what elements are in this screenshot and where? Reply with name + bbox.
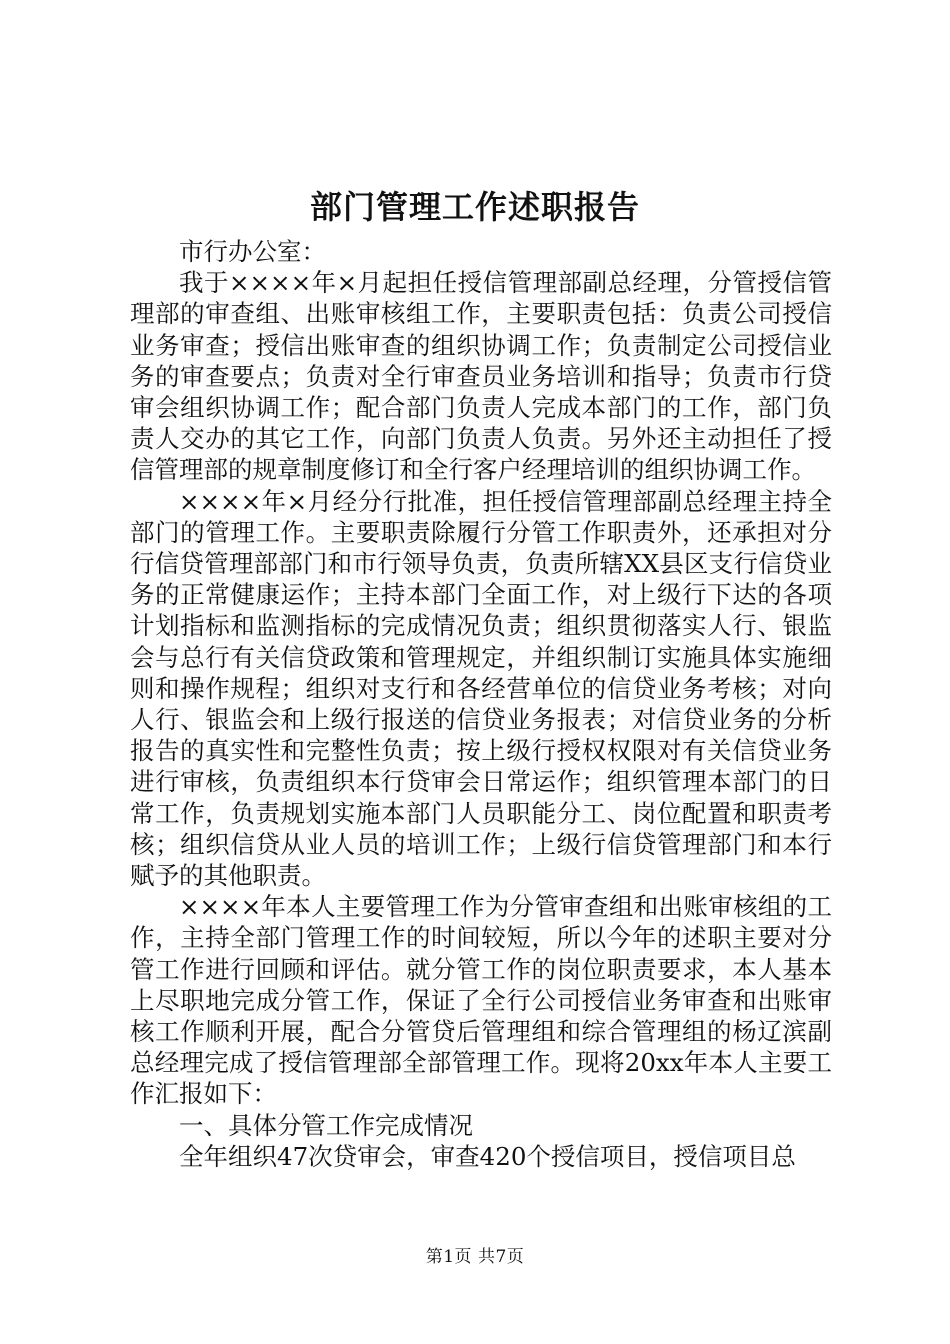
page-number: 第1页 共7页 <box>425 1247 525 1267</box>
document-body <box>130 236 832 1172</box>
paragraph-3: ××××年本人主要管理工作为分管审查组和出账审核组的工作，主持全部门管理工作的时间较短，所以今年的述职主要对分管工作进行回顾和评估。就分管工作的岗位职责要求，本人基本上尽职地完成分管工作，保证了全行公司授信业务审查和出账审核工作顺利开展，配合分管贷后管理组和综合管理组的杨辽滨副总经理完成了授信管理部全部管理工作。现将20xx年本人主要工作汇报如下： <box>130 892 832 1109</box>
paragraph-2: ××××年×月经分行批准，担任授信管理部副总经理主持全部门的管理工作。主要职责除履行分管工作职责外，还承担对分行信贷管理部部门和市行领导负责，负责所辖XX县区支行信贷业务的正常健康运作；主持本部门全面工作，对上级行下达的各项计划指标和监测指标的完成情况负责；组织贯彻落实人行、银监会与总行有关信贷政策和管理规定，并组织制订实施具体实施细则和操作规程；组织对支行和各经营单位的信贷业务考核；对向人行、银监会和上级行报送的信贷业务报表；对信贷业务的分析报告的真实性和完整性负责；按上级行授权权限对有关信贷业务进行审核，负责组织本行贷审会日常运作；组织管理本部门的日常工作，负责规划实施本部门人员职能分工、岗位配置和职责考核；组织信贷从业人员的培训工作；上级行信贷管理部门和本行赋予的其他职责。 <box>130 486 832 891</box>
paragraph-1: 我于××××年×月起担任授信管理部副总经理，分管授信管理部的审查组、出账审核组工作，主要职责包括：负责公司授信业务审查；授信出账审查的组织协调工作；负责制定公司授信业务的审查要点；负责对全行审查员业务培训和指导；负责市行贷审会组织协调工作；配合部门负责人完成本部门的工作，部门负责人交办的其它工作，向部门负责人负责。另外还主动担任了授信管理部的规章制度修订和全行客户经理培训的组织协调工作。 <box>130 268 832 485</box>
document-title: 部门管理工作述职报告 <box>309 188 640 226</box>
section-heading: 一、具体分管工作完成情况 <box>179 1110 473 1140</box>
salutation: 市行办公室： <box>179 237 326 266</box>
paragraph-4: 全年组织47次贷审会，审查420个授信项目，授信项目总 <box>179 1141 796 1171</box>
